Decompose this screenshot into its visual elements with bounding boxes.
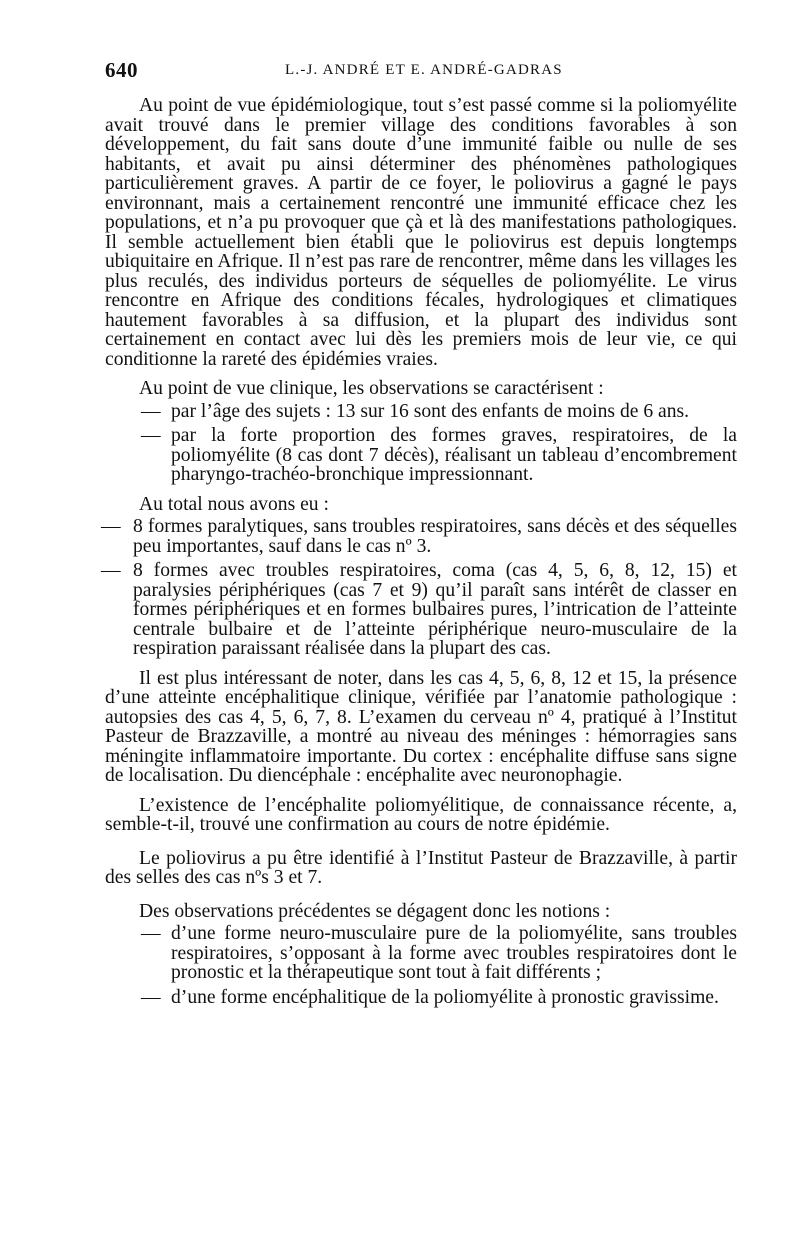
paragraph-identification: Le poliovirus a pu être identifié à l’Institut Pasteur de Brazzaville, à partir des selles des cas nºs 3 et 7. bbox=[105, 847, 737, 888]
notions-list-item-text: d’une forme neuro-musculaire pure de la poliomyélite, sans troubles respiratoires, s’opposant à la forme avec troubles respiratoires dont le pronostic et la thérapeutique sont tout à fait différents ; bbox=[171, 923, 737, 983]
dash-marker: — bbox=[101, 560, 121, 581]
paragraph-encephalitis: Il est plus intéressant de noter, dans les cas 4, 5, 6, 8, 12 et 15, la présence d’une atteinte encéphalitique clinique, vérifiée par l’anatomie pathologique : autopsies des cas 4, 5, 6, 7, 8. L’examen du cerveau nº 4, pratiqué à l’Institut Pasteur de Brazzaville, a montré au niveau des méninges : hémorragies sans méningite inflammatoire importante. Du cortex : encéphalite diffuse sans signe de localisation. Du diencéphale : encéphalite avec neuronophagie. bbox=[105, 667, 737, 786]
notions-list-item-text: d’une forme encéphalitique de la poliomyélite à pronostic gravissime. bbox=[171, 986, 719, 1008]
dash-marker: — bbox=[141, 400, 161, 422]
notions-list-item bbox=[105, 988, 737, 1008]
total-list-item bbox=[101, 560, 737, 659]
clinical-list-item-text: par l’âge des sujets : 13 sur 16 sont des enfants de moins de 6 ans. bbox=[171, 400, 690, 422]
total-list-item-text: 8 formes avec troubles respiratoires, coma (cas 4, 5, 6, 8, 12, 15) et paralysies périphériques (cas 7 et 9) qu’il paraît sans intérêt de classer en formes périphériques et en formes bulbaires pures, l’intrication de l’atteinte centrale bulbaire et de l’atteinte périphérique neuro-musculaire de la respiration paraissant réalisée dans la plupart des cas. bbox=[133, 560, 737, 659]
dash-marker: — bbox=[101, 516, 121, 537]
dash-marker: — bbox=[141, 986, 161, 1008]
notions-list bbox=[105, 924, 737, 1007]
clinical-list-item bbox=[105, 402, 737, 422]
total-list bbox=[101, 516, 737, 659]
page-header bbox=[105, 58, 735, 86]
total-list-item-text: 8 formes paralytiques, sans troubles respiratoires, sans décès et des séquelles peu importantes, sauf dans le cas nº 3. bbox=[133, 516, 737, 557]
clinical-list-item-text: par la forte proportion des formes graves, respiratoires, de la poliomyélite (8 cas dont 7 décès), réalisant un tableau d’encombrement pharyngo-trachéo-bronchique impressionnant. bbox=[171, 425, 737, 485]
notions-list-item bbox=[105, 924, 737, 983]
page-number: 640 bbox=[105, 58, 138, 82]
paragraph-epidemiology: Au point de vue épidémiologique, tout s’est passé comme si la poliomyélite avait trouvé dans le premier village des conditions favorables à son développement, du fait sans doute d’une immunité faible ou nulle de ses habitants, et avait pu ainsi déterminer des phénomènes pathologiques particulièrement graves. A partir de ce foyer, le poliovirus a gagné le pays environnant, mais a certainement rencontré une immunité efficace chez les populations, et n’a pu provoquer que çà et là des manifestations pathologiques. Il semble actuellement bien établi que le poliovirus est depuis longtemps ubiquitaire en Afrique. Il n’est pas rare de rencontrer, même dans les villages les plus reculés, des individus porteurs de séquelles de poliomyélite. Le virus rencontre en Afrique des conditions fécales, hydrologiques et climatiques hautement favorables à sa diffusion, et la plupart des individus sont certainement en contact avec lui dès les premiers mois de leur vie, ce qui conditionne la rareté des épidémies vraies. bbox=[105, 95, 737, 370]
clinical-list-item bbox=[105, 426, 737, 485]
total-list-item bbox=[101, 516, 737, 557]
dash-marker: — bbox=[141, 923, 161, 944]
running-head: L.-J. ANDRÉ ET E. ANDRÉ-GADRAS bbox=[285, 62, 563, 78]
paragraph-total-intro: Au total nous avons eu : bbox=[139, 493, 329, 515]
paragraph-notions-intro: Des observations précédentes se dégagent donc les notions : bbox=[139, 900, 611, 922]
dash-marker: — bbox=[141, 425, 161, 446]
body-text bbox=[101, 95, 737, 1008]
clinical-list bbox=[105, 402, 737, 485]
paragraph-existence: L’existence de l’encéphalite poliomyélitique, de connaissance récente, a, semble-t-il, trouvé une confirmation au cours de notre épidémie. bbox=[105, 794, 737, 835]
paragraph-clinical-intro: Au point de vue clinique, les observations se caractérisent : bbox=[139, 378, 604, 399]
